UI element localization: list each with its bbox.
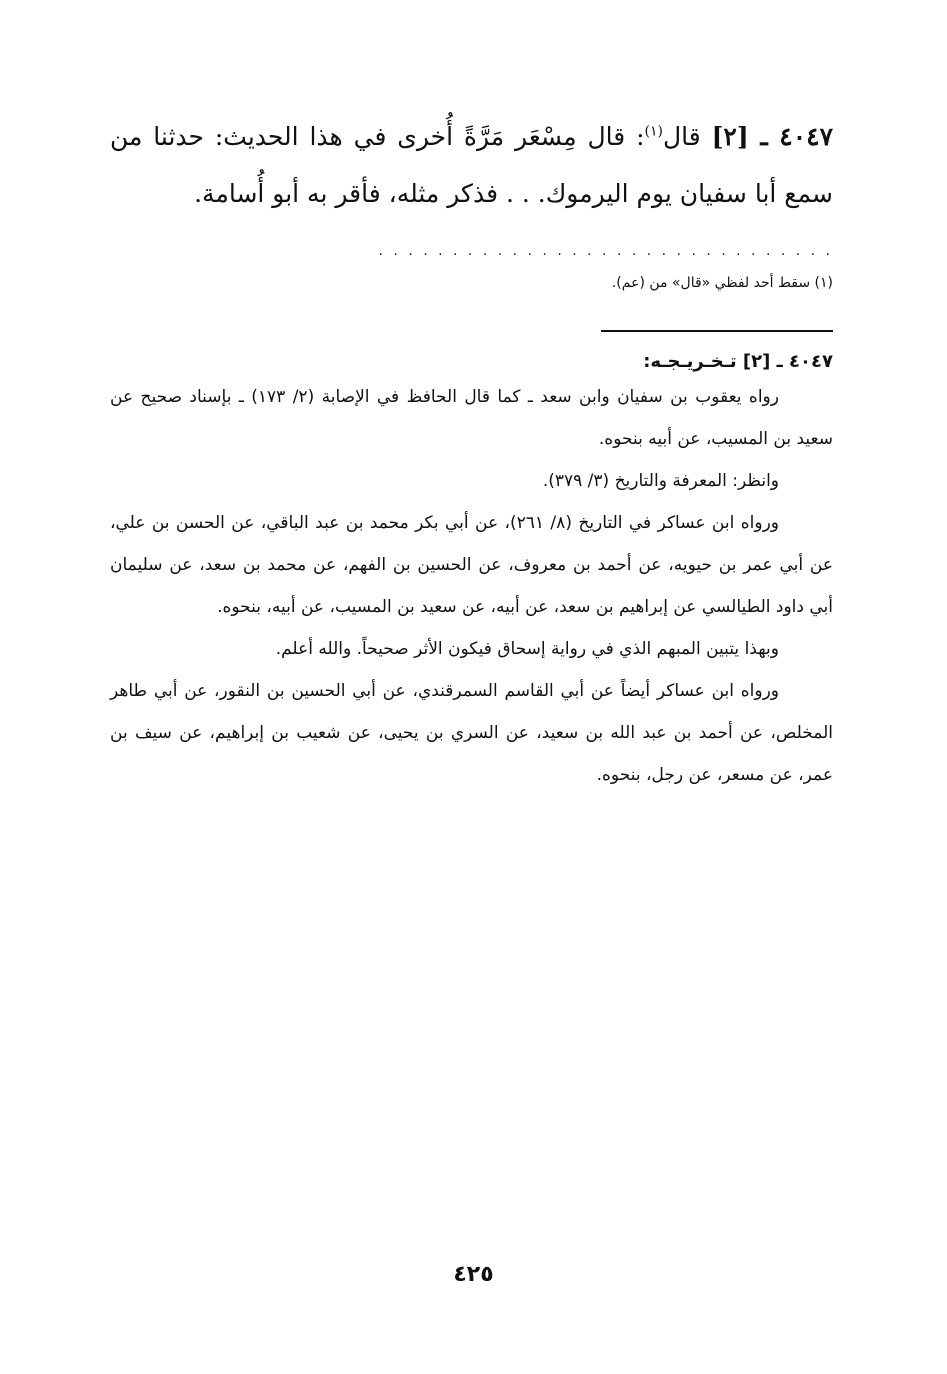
section-divider bbox=[601, 330, 833, 332]
page-number: ٤٢٥ bbox=[453, 1262, 494, 1287]
footnote-separator: . . . . . . . . . . . . . . . . . . . . . . . . . . . . . . . bbox=[378, 243, 833, 259]
hadith-lead: قال bbox=[662, 122, 701, 151]
takhrij-paragraph: رواه يعقوب بن سفيان وابن سعد ـ كما قال الحافظ في الإصابة (٢/ ١٧٣) ـ بإسناد صحيح عن سعيد بن المسيب، عن أبيه بنحوه. bbox=[110, 387, 833, 449]
footnote-text: سقط أحد لفظي «قال» من (عم). bbox=[611, 275, 811, 291]
footnote bbox=[110, 272, 833, 294]
takhrij-paragraph: ورواه ابن عساكر أيضاً عن أبي القاسم السمرقندي، عن أبي الحسين بن النقور، عن أبي طاهر المخلص، عن أحمد بن عبد الله بن سعيد، عن السري بن يحيى، عن شعيب بن إبراهيم، عن سيف بن عمر، عن مسعر، عن رجل، بنحوه. bbox=[110, 681, 833, 785]
hadith-paragraph bbox=[110, 108, 833, 222]
takhrij-paragraph: وانظر: المعرفة والتاريخ (٣/ ٣٧٩). bbox=[542, 471, 779, 491]
page-content bbox=[110, 108, 833, 796]
takhrij-paragraph: وبهذا يتبين المبهم الذي في رواية إسحاق فيكون الأثر صحيحاً. والله أعلم. bbox=[275, 639, 779, 659]
hadith-text-block bbox=[110, 108, 833, 222]
takhrij-body bbox=[110, 376, 833, 796]
takhrij-heading: ٤٠٤٧ ـ [٢] تـخـريـجـه: bbox=[643, 351, 833, 372]
hadith-body: : قال مِسْعَر مَرَّةً أُخرى في هذا الحديث: حدثنا من سمع أبا سفيان يوم اليرموك. . . فذكر مثله، فأقر به أبو أُسامة. bbox=[110, 122, 833, 208]
footnote-reference: (١) bbox=[644, 123, 663, 140]
hadith-number: ٤٠٤٧ ـ [٢] bbox=[711, 122, 833, 151]
footnote-marker: (١) bbox=[814, 275, 833, 291]
takhrij-paragraph: ورواه ابن عساكر في التاريخ (٨/ ٢٦١)، عن أبي بكر محمد بن عبد الباقي، عن الحسن بن علي، عن أبي عمر بن حيويه، عن أحمد بن معروف، عن الحسين بن الفهم، عن محمد بن سعد، عن سليمان أبي داود الطيالسي عن إبراهيم بن سعد، عن أبيه، عن سعيد بن المسيب، عن أبيه، بنحوه. bbox=[110, 513, 833, 617]
